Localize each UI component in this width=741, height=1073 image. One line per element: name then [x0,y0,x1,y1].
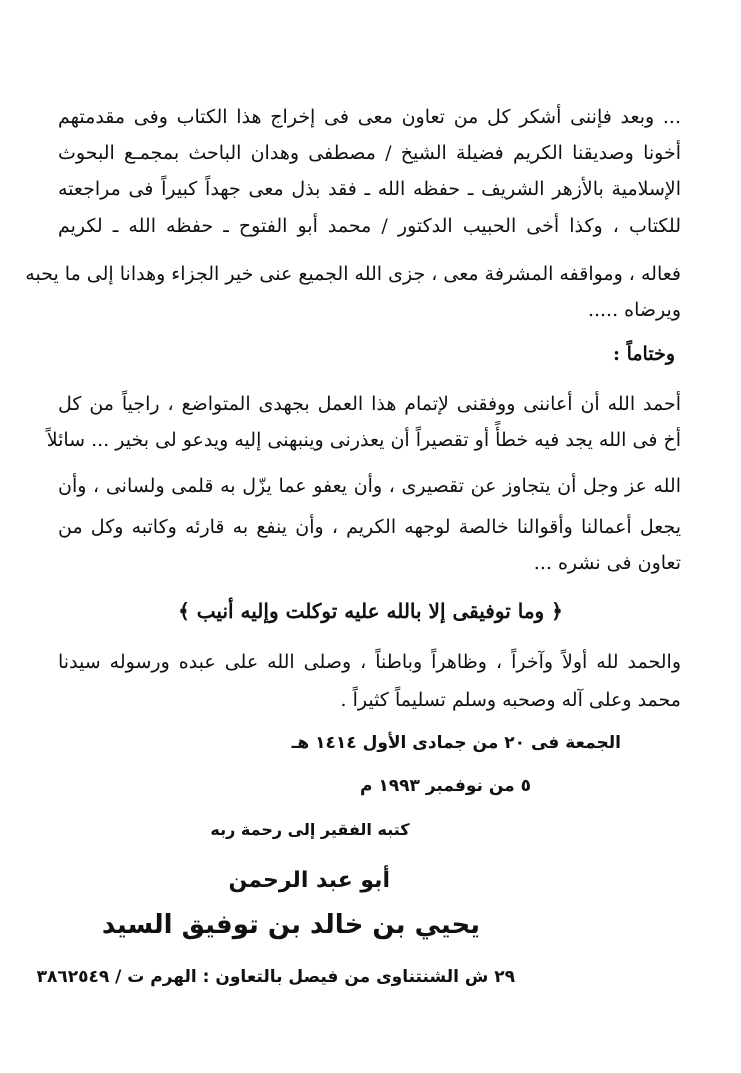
signature-intro: كتبه الفقير إلى رحمة ربه [210,820,410,839]
paragraph1-line: أخونا وصديقنا الكريم فضيلة الشيخ / مصطفى وهدان الباحث بمجمـع البحوث [58,142,681,164]
author-kunya: أبو عبد الرحمن [228,868,390,893]
paragraph1-line: للكتاب ، وكذا أخى الحبيب الدكتور / محمد أبو الفتوح ـ حفظه الله ـ لكريم [58,215,681,237]
paragraph2-line: أحمد الله أن أعاننى ووفقنى لإتمام هذا العمل بجهدى المتواضع ، راجياً من كل [58,393,681,415]
paragraph1-line: فعاله ، ومواقفه المشرفة معى ، جزى الله الجميع عنى خير الجزاء وهدانا إلى ما يحبه [25,263,681,285]
paragraph3-line: محمد وعلى آله وصحبه وسلم تسليماً كثيراً . [340,689,681,711]
paragraph2-line: الله عز وجل أن يتجاوز عن تقصيرى ، وأن يعفو عما يزّل به قلمى ولسانى ، وأن [58,475,681,497]
paragraph2-line: يجعل أعمالنا وأقوالنا خالصة لوجهه الكريم ، وأن ينفع به قارئه وكاتبه وكل من [58,516,681,538]
quran-verse: ﴿ وما توفيقى إلا بالله عليه توكلت وإليه أنيب ﴾ [178,599,563,623]
paragraph2-line: أخ فى الله يجد فيه خطأً أو تقصيراً أن يعذرنى وينبهنى إليه ويدعو لى بخير ... سائلاً [46,429,681,451]
author-name: يحيي بن خالد بن توفيق السيد [101,910,480,940]
paragraph3-line: والحمد لله أولاً وآخراً ، وظاهراً وباطناً ، وصلى الله على عبده ورسوله سيدنا [58,651,681,673]
paragraph2-line: تعاون فى نشره ... [533,552,681,574]
date-hijri: الجمعة فى ٢٠ من جمادى الأول ١٤١٤ هـ [291,733,621,753]
closing-heading: وختاماً : [612,343,675,365]
paragraph1-line: الإسلامية بالأزهر الشريف ـ حفظه الله ـ فقد بذل معى جهداً كبيراً فى مراجعته [58,178,681,200]
paragraph1-line: ... وبعد فإننى أشكر كل من تعاون معى فى إخراج هذا الكتاب وفى مقدمتهم [58,106,681,128]
date-gregorian: ٥ من نوفمبر ١٩٩٣ م [360,776,531,796]
paragraph1-line: ويرضاه ..... [587,299,681,321]
address: ٢٩ ش الشنتناوى من فيصل بالتعاون : الهرم ت / ٣٨٦٢٥٤٩ [36,967,515,987]
